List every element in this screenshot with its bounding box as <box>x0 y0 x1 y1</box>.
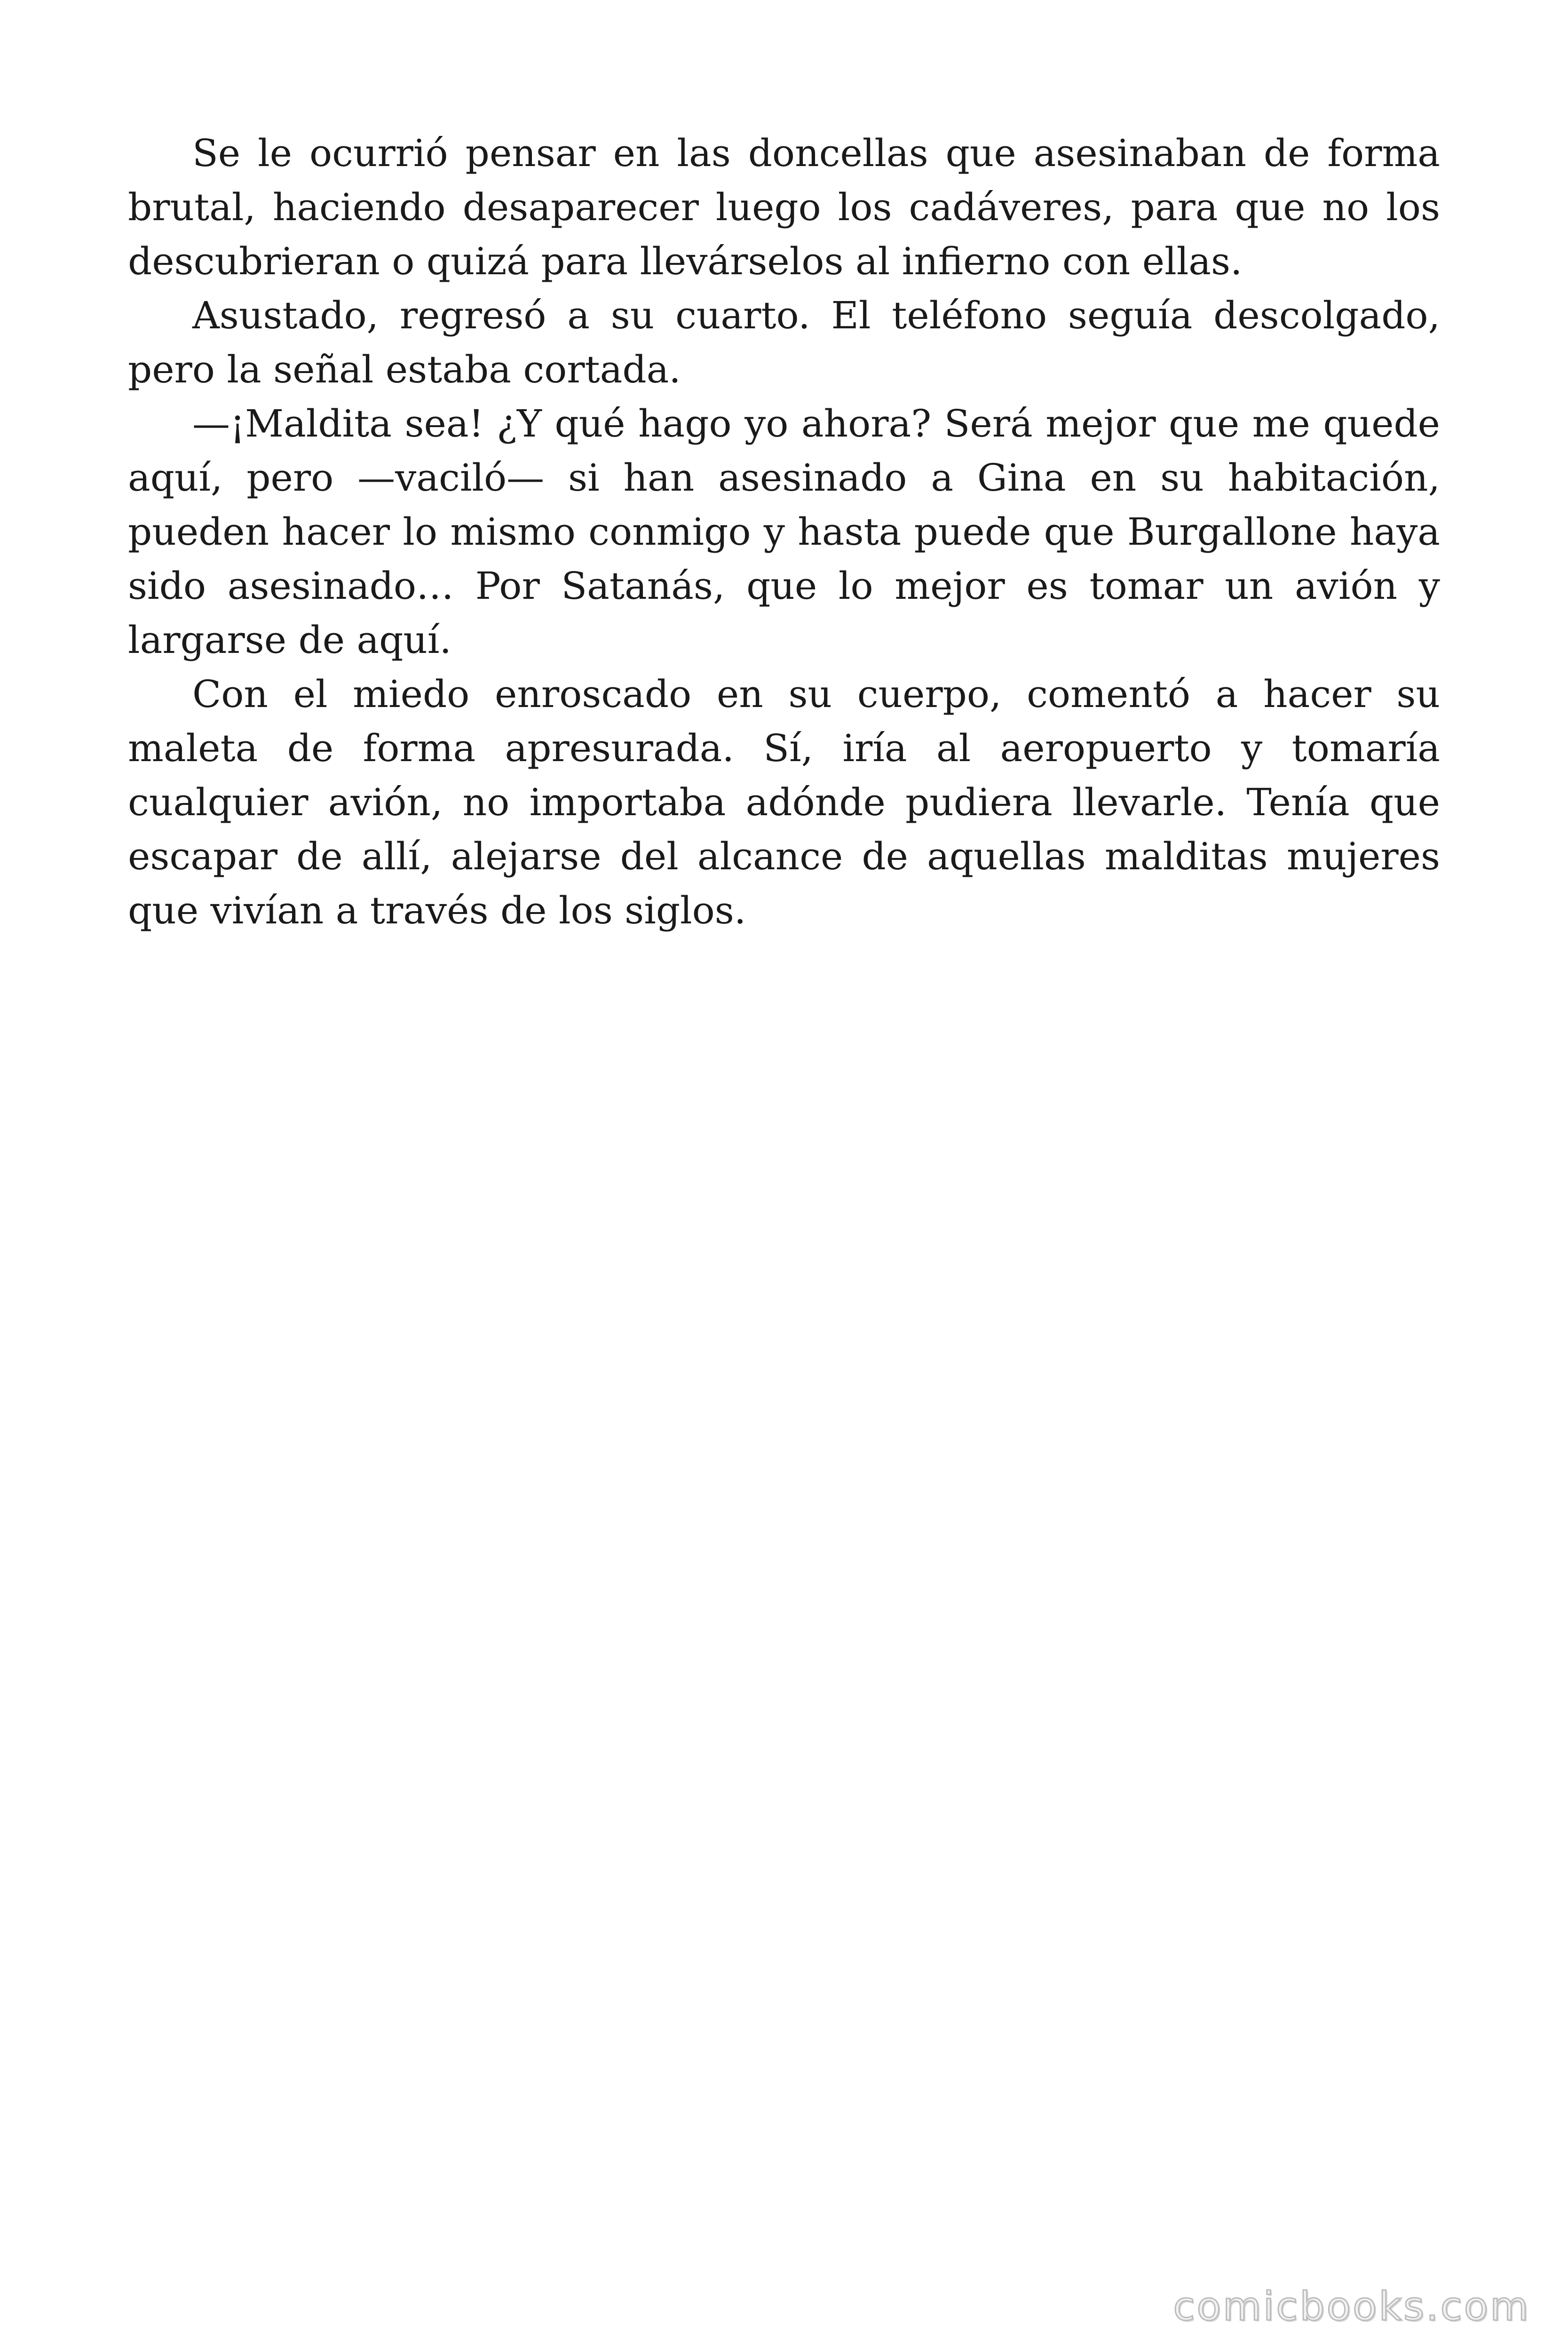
paragraph: —¡Maldita sea! ¿Y qué hago yo ahora? Será mejor que me quede aquí, pero —vaciló— si han asesinado a Gina en su habitación, pueden hacer lo mismo conmigo y hasta puede que Burgallone haya sido asesinado… Por Satanás, que lo mejor es tomar un avión y largarse de aquí. <box>128 402 1440 662</box>
paragraph: Asustado, regresó a su cuarto. El teléfono seguía descolgado, pero la señal estaba cortada. <box>128 294 1440 391</box>
body-text <box>128 126 1440 938</box>
paragraph: Con el miedo enroscado en su cuerpo, comentó a hacer su maleta de forma apresurada. Sí, iría al aeropuerto y tomaría cualquier avión, no importaba adónde pudiera llevarle. Tenía que escapar de allí, alejarse del alcance de aquellas malditas mujeres que vivían a través de los siglos. <box>128 672 1440 932</box>
paragraph: Se le ocurrió pensar en las doncellas que asesinaban de forma brutal, haciendo desaparecer luego los cadáveres, para que no los descubrieran o quizá para llevárselos al infierno con ellas. <box>128 131 1440 283</box>
watermark: comicbooks.com <box>1173 2283 1530 2329</box>
